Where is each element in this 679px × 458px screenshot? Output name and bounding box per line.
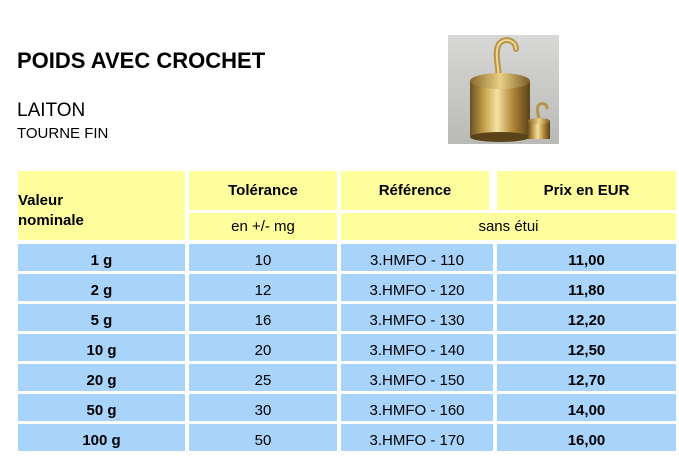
- subheader-tolerance-unit: en +/- mg: [189, 213, 337, 240]
- brass-weight-photo: [448, 35, 559, 144]
- cell-tolerance: 30: [189, 394, 337, 421]
- cell-valeur: 100 g: [18, 424, 185, 451]
- cell-valeur: 1 g: [18, 244, 185, 271]
- cell-tolerance: 10: [189, 244, 337, 271]
- cell-valeur: 20 g: [18, 364, 185, 391]
- cell-reference: 3.HMFO - 130: [341, 304, 493, 331]
- header-tolerance: Tolérance: [189, 171, 337, 210]
- cell-valeur: 10 g: [18, 334, 185, 361]
- material-label: LAITON: [17, 100, 86, 121]
- cell-prix: 12,20: [497, 304, 676, 331]
- cell-prix: 12,50: [497, 334, 676, 361]
- header-valeur-line1: Valeur: [18, 191, 64, 209]
- cell-prix: 14,00: [497, 394, 676, 421]
- cell-tolerance: 50: [189, 424, 337, 451]
- cell-reference: 3.HMFO - 160: [341, 394, 493, 421]
- page-title: POIDS AVEC CROCHET: [17, 48, 266, 73]
- cell-tolerance: 20: [189, 334, 337, 361]
- cell-prix: 12,70: [497, 364, 676, 391]
- header-prix: Prix en EUR: [497, 171, 676, 210]
- header-valeur-line2: nominale: [18, 211, 84, 229]
- cell-valeur: 5 g: [18, 304, 185, 331]
- cell-tolerance: 12: [189, 274, 337, 301]
- finish-label: TOURNE FIN: [17, 125, 109, 142]
- cell-tolerance: 16: [189, 304, 337, 331]
- header-valeur-nominale: [18, 171, 185, 240]
- cell-prix: 16,00: [497, 424, 676, 451]
- cell-prix: 11,80: [497, 274, 676, 301]
- header-reference: Référence: [341, 171, 489, 210]
- cell-prix: 11,00: [497, 244, 676, 271]
- cell-reference: 3.HMFO - 120: [341, 274, 493, 301]
- subheader-reference-note: sans étui: [341, 213, 676, 240]
- cell-reference: 3.HMFO - 170: [341, 424, 493, 451]
- cell-valeur: 2 g: [18, 274, 185, 301]
- cell-reference: 3.HMFO - 110: [341, 244, 493, 271]
- cell-reference: 3.HMFO - 140: [341, 334, 493, 361]
- cell-reference: 3.HMFO - 150: [341, 364, 493, 391]
- cell-valeur: 50 g: [18, 394, 185, 421]
- cell-tolerance: 25: [189, 364, 337, 391]
